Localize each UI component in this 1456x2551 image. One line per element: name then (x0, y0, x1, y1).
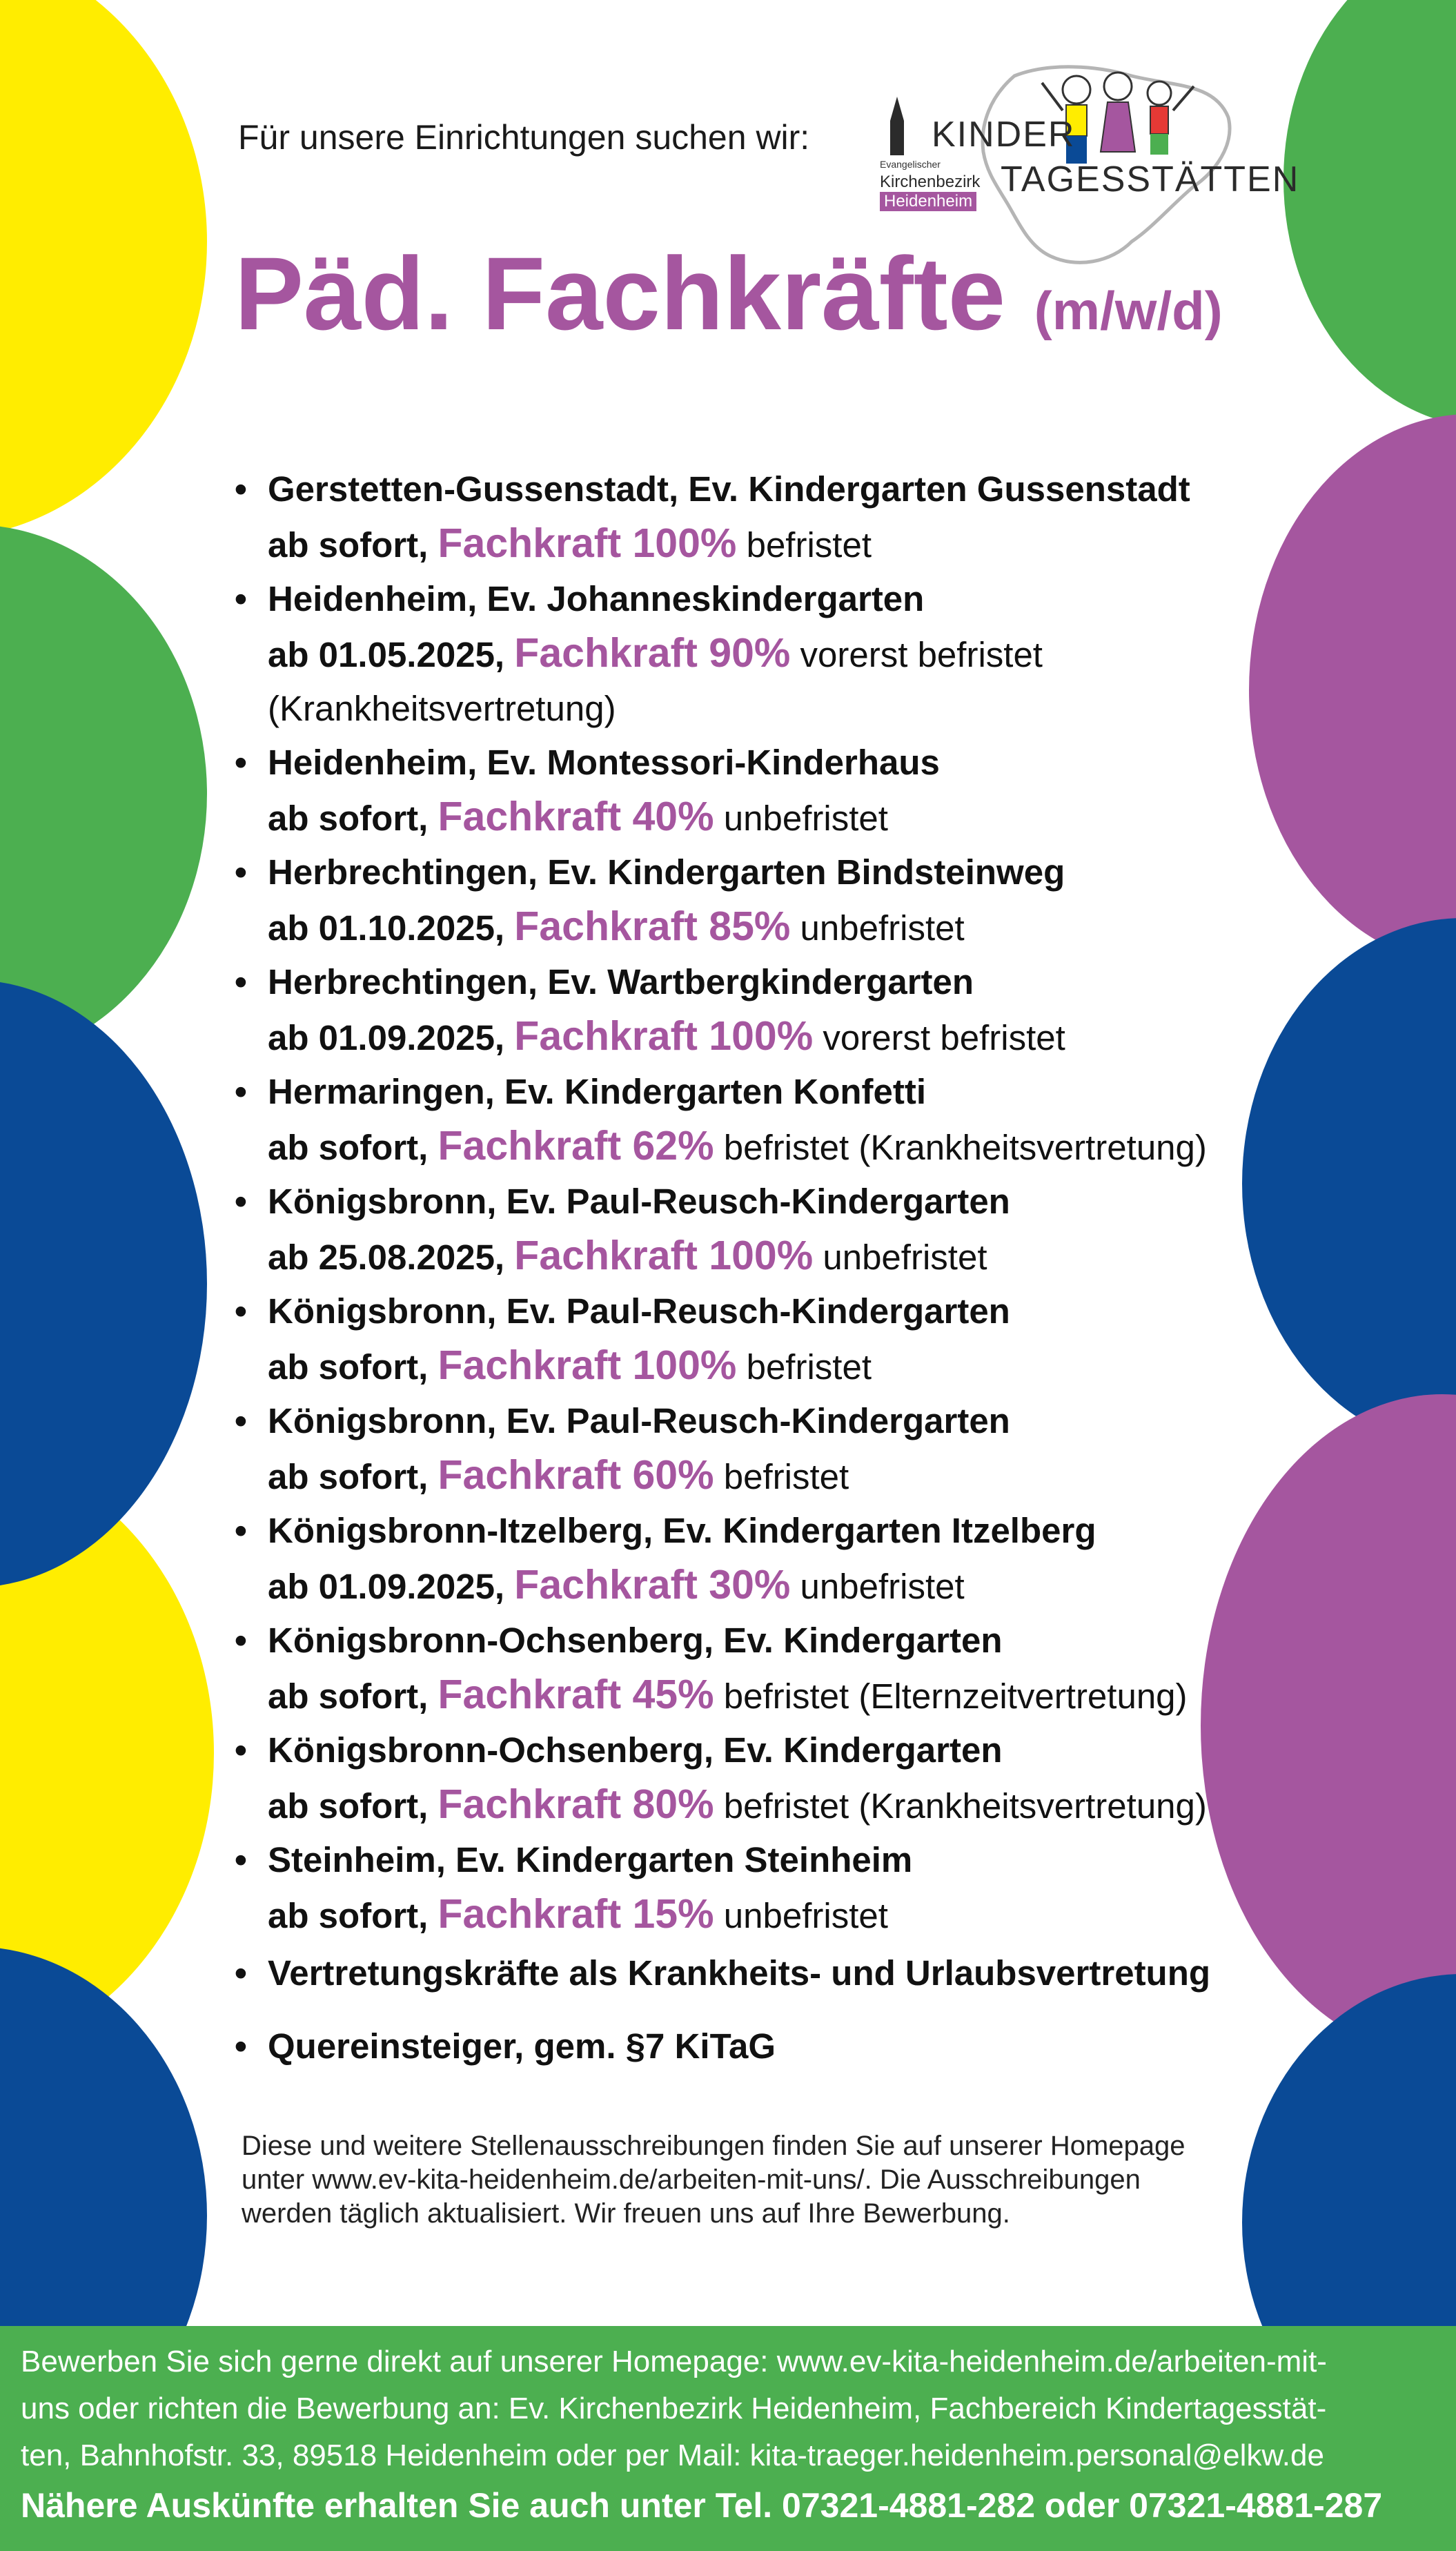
job-start: ab 01.05.2025, (268, 635, 505, 674)
job-item (235, 846, 1201, 955)
job-note: befristet (Elternzeitvertretung) (723, 1677, 1188, 1716)
info-line: werden täglich aktualisiert. Wir freuen uns auf Ihre Bewerbung. (242, 2198, 1010, 2229)
job-item (235, 462, 1201, 572)
job-item (235, 1833, 1201, 1943)
job-extra-note: (Krankheitsvertretung) (268, 689, 616, 728)
job-position: Fachkraft 15% (437, 1891, 714, 1937)
job-start: ab sofort, (268, 1128, 429, 1167)
info-line: unter www.ev-kita-heidenheim.de/arbeiten-mit-uns/. Die Ausschreibungen (242, 2164, 1141, 2195)
job-item (235, 1394, 1201, 1504)
job-position: Fachkraft 100% (514, 1233, 814, 1278)
title-main: Päd. Fachkräfte (235, 235, 1006, 351)
decor-circle-purple-upper-right (1249, 414, 1456, 966)
job-place: • Königsbronn, Ev. Paul-Reusch-Kindergarten (268, 1182, 1010, 1221)
job-note: befristet (Krankheitsvertretung) (723, 1786, 1207, 1826)
job-position: Fachkraft 100% (437, 1342, 737, 1388)
job-place: • Steinheim, Ev. Kindergarten Steinheim (268, 1840, 913, 1879)
extra-item-career-changers: • Quereinsteiger, gem. §7 KiTaG (235, 2020, 1201, 2073)
job-item (235, 1723, 1207, 1833)
job-item (235, 1065, 1207, 1175)
job-start: ab 01.10.2025, (268, 908, 505, 948)
job-place: • Heidenheim, Ev. Johanneskindergarten (268, 579, 925, 618)
decor-circle-blue-mid-left (0, 980, 207, 1587)
job-note: vorerst befristet (823, 1018, 1065, 1057)
job-position: Fachkraft 62% (437, 1123, 714, 1169)
job-start: ab sofort, (268, 799, 429, 838)
job-item (235, 955, 1201, 1065)
job-place: • Hermaringen, Ev. Kindergarten Konfetti (268, 1072, 927, 1111)
job-start: ab sofort, (268, 1896, 429, 1935)
page-title (235, 235, 1223, 351)
decor-circle-green-top-right (1283, 0, 1456, 428)
extra-list (235, 1946, 1211, 2093)
job-place: • Herbrechtingen, Ev. Kindergarten Bindsteinweg (268, 852, 1065, 892)
job-note: unbefristet (723, 1896, 888, 1935)
footer-line: ten, Bahnhofstr. 33, 89518 Heidenheim oder per Mail: kita-traeger.heidenheim.personal@elkw.de (21, 2438, 1324, 2472)
logo-org-small: Evangelischer (880, 159, 941, 170)
job-start: ab sofort, (268, 1677, 429, 1716)
extra-item-substitutes: • Vertretungskräfte als Krankheits- und Urlaubsvertretung (235, 1946, 1201, 2000)
job-position: Fachkraft 30% (514, 1562, 791, 1607)
job-item (235, 736, 1201, 846)
footer-phone-line: Nähere Auskünfte erhalten Sie auch unter Tel. 07321-4881-282 oder 07321-4881-287 (21, 2486, 1383, 2525)
job-item (235, 1614, 1201, 1723)
job-note: befristet (746, 1347, 872, 1387)
logo-org-city: Heidenheim (880, 192, 976, 211)
job-place: • Heidenheim, Ev. Montessori-Kinderhaus (268, 743, 940, 782)
job-note: unbefristet (800, 1567, 965, 1606)
decor-circle-yellow-top-left (0, 0, 207, 538)
job-item (235, 1504, 1201, 1614)
job-note: befristet (Krankheitsvertretung) (723, 1128, 1207, 1167)
title-suffix: (m/w/d) (1034, 280, 1223, 341)
job-place: • Königsbronn-Itzelberg, Ev. Kindergarten Itzelberg (268, 1511, 1096, 1550)
info-paragraph (242, 2129, 1242, 2231)
job-item (235, 1284, 1201, 1394)
logo-text-kinder: KINDER (932, 115, 1076, 155)
job-position: Fachkraft 40% (437, 794, 714, 839)
job-start: ab sofort, (268, 1457, 429, 1496)
job-position: Fachkraft 100% (514, 1013, 814, 1059)
job-place: • Königsbronn, Ev. Paul-Reusch-Kindergarten (268, 1401, 1010, 1440)
job-place: • Königsbronn-Ochsenberg, Ev. Kindergarten (268, 1730, 1003, 1770)
logo-org-name: Kirchenbezirk (880, 173, 981, 191)
job-position: Fachkraft 100% (437, 520, 737, 566)
decor-circle-green-left (0, 525, 207, 1063)
job-position: Fachkraft 60% (437, 1452, 714, 1498)
job-place: • Königsbronn, Ev. Paul-Reusch-Kindergarten (268, 1291, 1010, 1331)
job-position: Fachkraft 80% (437, 1781, 714, 1827)
footer-bar (0, 2326, 1456, 2551)
job-position: Fachkraft 85% (514, 903, 791, 949)
job-start: ab 01.09.2025, (268, 1567, 505, 1606)
footer-line: uns oder richten die Bewerbung an: Ev. Kirchenbezirk Heidenheim, Fachbereich Kindertagesstät- (21, 2392, 1327, 2425)
job-start: ab 25.08.2025, (268, 1238, 505, 1277)
job-place: • Königsbronn-Ochsenberg, Ev. Kindergarten (268, 1621, 1003, 1660)
job-start: ab 01.09.2025, (268, 1018, 505, 1057)
job-note: befristet (746, 525, 872, 565)
job-place: • Herbrechtingen, Ev. Wartbergkindergarten (268, 962, 974, 1001)
job-position: Fachkraft 90% (514, 630, 791, 676)
job-note: vorerst befristet (800, 635, 1043, 674)
job-note: unbefristet (800, 908, 965, 948)
job-start: ab sofort, (268, 1347, 429, 1387)
footer-line: Bewerben Sie sich gerne direkt auf unserer Homepage: www.ev-kita-heidenheim.de/arbeiten-mit- (21, 2345, 1327, 2378)
job-list (235, 462, 1207, 1943)
job-position: Fachkraft 45% (437, 1672, 714, 1717)
job-start: ab sofort, (268, 1786, 429, 1826)
job-note: befristet (723, 1457, 849, 1496)
job-note: unbefristet (723, 799, 888, 838)
intro-text: Für unsere Einrichtungen suchen wir: (238, 118, 810, 157)
job-place: • Gerstetten-Gussenstadt, Ev. Kindergarten Gussenstadt (268, 469, 1190, 509)
logo-text-tagesstaetten: TAGESSTÄTTEN (1001, 159, 1300, 199)
job-item (235, 1175, 1201, 1284)
decor-circle-purple-lower-right (1201, 1394, 1456, 2057)
job-item (235, 572, 1201, 736)
job-note: unbefristet (823, 1238, 987, 1277)
info-line: Diese und weitere Stellenausschreibungen finden Sie auf unserer Homepage (242, 2131, 1186, 2161)
job-start: ab sofort, (268, 525, 429, 565)
decor-circle-blue-right (1242, 918, 1456, 1449)
